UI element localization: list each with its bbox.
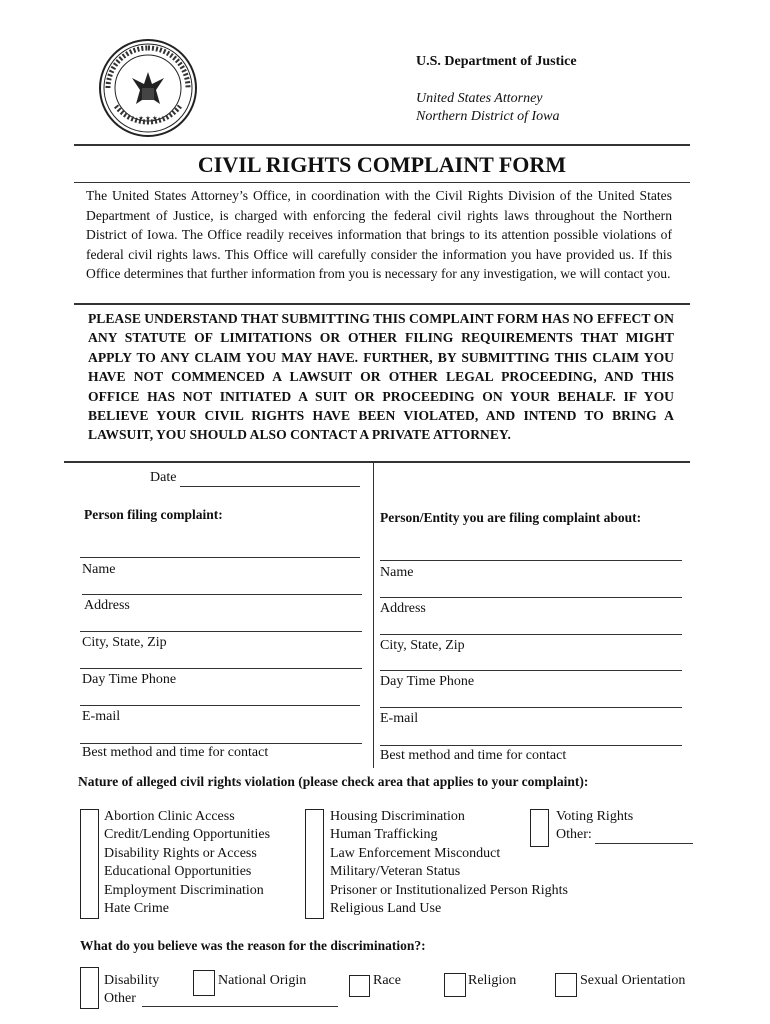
option-prisoner-rights: Prisoner or Institutionalized Person Rights: [330, 883, 568, 898]
header-divider: [74, 144, 690, 146]
option-human-trafficking: Human Trafficking: [330, 827, 438, 842]
subject-address-input[interactable]: [380, 597, 682, 598]
option-hate-crime: Hate Crime: [104, 901, 169, 916]
date-label: Date: [150, 470, 177, 485]
reason-sexual-orientation-checkbox[interactable]: [555, 973, 577, 997]
subject-phone-label: Day Time Phone: [380, 674, 475, 689]
filer-contact-label: Best method and time for contact: [82, 745, 269, 760]
subject-address-label: Address: [380, 601, 426, 616]
title-divider: [74, 182, 690, 183]
option-other-label: Other:: [556, 827, 592, 842]
subject-name-label: Name: [380, 565, 414, 580]
option-housing: Housing Discrimination: [330, 809, 465, 824]
subject-email-input[interactable]: [380, 707, 682, 708]
option-military-veteran: Military/Veteran Status: [330, 864, 461, 879]
office-line-1: United States Attorney: [416, 91, 543, 106]
filer-city-input[interactable]: [80, 631, 362, 632]
svg-text:★ ★ ★: ★ ★ ★: [138, 116, 158, 122]
reason-religion-label: Religion: [468, 973, 517, 988]
filer-phone-input[interactable]: [80, 668, 362, 669]
subject-city-input[interactable]: [380, 634, 682, 635]
option-disability-rights: Disability Rights or Access: [104, 846, 257, 861]
reason-national-origin-checkbox[interactable]: [193, 970, 215, 996]
subject-contact-input[interactable]: [380, 745, 682, 746]
filer-phone-label: Day Time Phone: [82, 672, 177, 687]
subject-city-label: City, State, Zip: [380, 638, 465, 653]
filer-address-label: Address: [84, 598, 130, 613]
violation-heading: Nature of alleged civil rights violation (please check area that applies to your complaint):: [78, 774, 589, 789]
intro-divider: [74, 303, 690, 305]
filer-heading: Person filing complaint:: [84, 507, 223, 522]
warning-paragraph: PLEASE UNDERSTAND THAT SUBMITTING THIS COMPLAINT FORM HAS NO EFFECT ON ANY STATUTE OF LIMITATIONS OR OTHER FILING REQUIREMENTS THAT MIGHT APPLY TO ANY CLAIM YOU MAY HAVE. FURTHER, BY SUBMITTING THIS CLAIM YOU HAVE NOT COMMENCED A LAWSUIT OR OTHER LEGAL PROCEEDING, AND THIS OFFICE HAS NOT INITIATED A SUIT OR PROCEEDING ON YOUR BEHALF. IF YOU BELIEVE YOUR CIVIL RIGHTS HAVE BEEN VIOLATED, AND INTEND TO BRING A LAWSUIT, YOU SHOULD ALSO CONTACT A PRIVATE ATTORNEY.: [88, 311, 674, 443]
filer-email-label: E-mail: [82, 709, 121, 724]
intro-paragraph: The United States Attorney’s Office, in coordination with the Civil Rights Division of the United States Department of Justice, is charged with enforcing the federal civil rights laws throughout the Northern District of Iowa. The Office readily receives information that brings to its attention possible violations of federal civil rights laws. This Office will carefully consider the information you have provided us. If this Office determines that further information from you is necessary for any investigation, we will contact you.: [86, 188, 672, 281]
subject-email-label: E-mail: [380, 711, 419, 726]
filer-address-input[interactable]: [82, 594, 362, 595]
reason-other-label: Other: [104, 991, 136, 1006]
filer-email-input[interactable]: [80, 705, 360, 706]
department-name: U.S. Department of Justice: [416, 54, 577, 69]
reason-disability-checkbox[interactable]: [80, 967, 99, 1009]
doj-seal-icon: [98, 38, 198, 138]
filer-name-label: Name: [82, 562, 116, 577]
column-divider: [373, 462, 374, 768]
option-employment: Employment Discrimination: [104, 883, 264, 898]
filer-city-label: City, State, Zip: [82, 635, 167, 650]
reason-sexual-orientation-label: Sexual Orientation: [580, 973, 686, 988]
reason-national-origin-label: National Origin: [218, 973, 307, 988]
subject-name-input[interactable]: [380, 560, 682, 561]
subject-phone-input[interactable]: [380, 670, 682, 671]
violation-col2-checkboxes[interactable]: [305, 809, 324, 919]
filer-contact-input[interactable]: [80, 743, 362, 744]
reason-other-input[interactable]: [142, 1006, 338, 1007]
violation-col3-checkboxes[interactable]: [530, 809, 549, 847]
warning-divider: [64, 461, 690, 463]
reason-religion-checkbox[interactable]: [444, 973, 466, 997]
subject-heading: Person/Entity you are filing complaint about:: [380, 510, 642, 525]
subject-contact-label: Best method and time for contact: [380, 748, 567, 763]
option-educational: Educational Opportunities: [104, 864, 252, 879]
office-line-2: Northern District of Iowa: [416, 109, 560, 124]
violation-col1-checkboxes[interactable]: [80, 809, 99, 919]
reason-race-label: Race: [373, 973, 401, 988]
other-violation-input[interactable]: [595, 843, 693, 844]
option-religious-land-use: Religious Land Use: [330, 901, 442, 916]
reason-disability-label: Disability: [104, 973, 160, 988]
form-title: CIVIL RIGHTS COMPLAINT FORM: [197, 152, 567, 177]
option-voting-rights: Voting Rights: [556, 809, 634, 824]
reason-heading: What do you believe was the reason for the discrimination?:: [80, 938, 426, 953]
filer-name-input[interactable]: [80, 557, 360, 558]
date-input[interactable]: [180, 486, 360, 487]
option-law-enforcement: Law Enforcement Misconduct: [330, 846, 501, 861]
option-credit-lending: Credit/Lending Opportunities: [104, 827, 271, 842]
option-abortion-clinic-access: Abortion Clinic Access: [104, 809, 235, 824]
reason-race-checkbox[interactable]: [349, 975, 370, 997]
